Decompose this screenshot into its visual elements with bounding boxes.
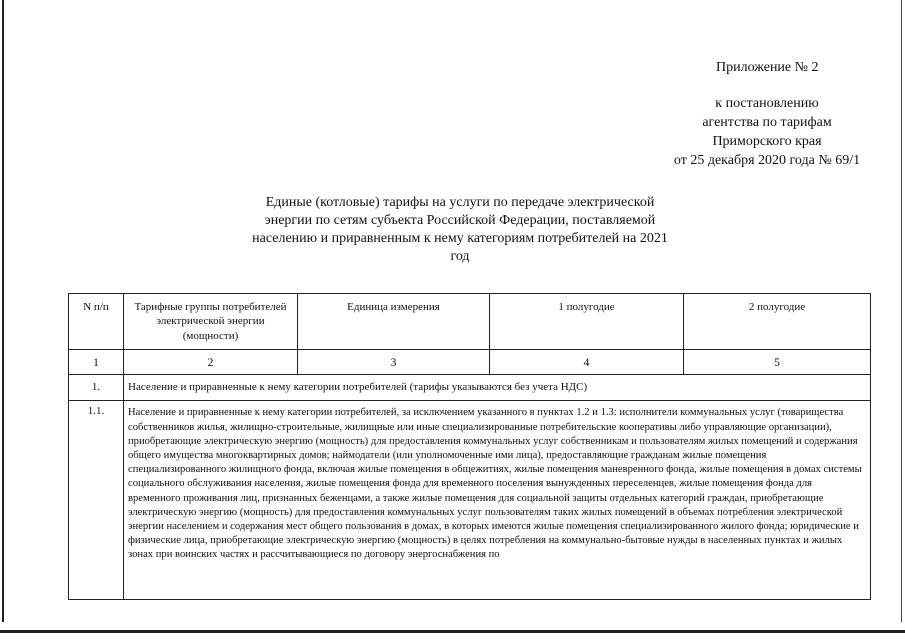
row-description: Население и приравненные к нему категории потребителей, за исключением указанного в пунктах 1.2 и 1.3: исполнители коммунальных услуг (товарищества собственников жилья, жилищно-строительные, жилищные или иные специализированные потребительские кооперативы либо управляющие организации), приобретающие электрическую энергию (мощность) для предоставления коммунальных услуг собственникам и пользователям жилых помещений и содержания общего имущества многоквартирных домов; наймодатели (или уполномоченные ими лица), предоставляющие гражданам жилые помещения специализированного жилищного фонда, включая жилые помещения в общежитиях, жилые помещения маневренного фонда, жилые помещения в домах системы социального обслуживания населения, жилые помещения фонда для временного поселения вынужденных переселенцев, жилые помещения фонда для временного проживания лиц, признанных беженцами, а также жилые помещения для социальной защиты отдельных категорий граждан, приобретающие электрическую энергию (мощность) для предоставления коммунальных услуг пользователям таких жилых помещений в объемах потребления электрической энергии населением и содержания мест общего пользования в домах, в которых имеются жилые помещения специализированного жилого фонда; юридические и физические лица, приобретающие электрическую энергию (мощность) в целях потребления на коммунально-бытовые нужды в населенных пунктах и жилых зонах при воинских частях и рассчитывающиеся по договору энергоснабжения по: [124, 401, 871, 600]
column-number-cell: 2: [124, 350, 298, 375]
appendix-line: от 25 декабря 2020 года № 69/1: [673, 153, 861, 168]
appendix-reference: [662, 94, 872, 170]
section-number: 1.: [69, 375, 124, 401]
tariff-table: [68, 293, 871, 600]
row-number: 1.1.: [69, 401, 124, 600]
column-number-cell: 5: [684, 350, 871, 375]
header-cell-half1: 1 полугодие: [490, 294, 684, 350]
scan-right-edge: [901, 0, 902, 622]
appendix-line: агентства по тарифам: [702, 115, 832, 130]
appendix-line: к постановлению: [715, 96, 819, 111]
document-title: Единые (котловые) тарифы на услуги по передаче электрической энергии по сетям субъекта Российской Федерации, поставляемой населению и приравненным к нему категориям потребителей на 2021 год: [252, 195, 668, 264]
section-text: Население и приравненные к нему категории потребителей (тарифы указываются без учета НДС): [124, 375, 871, 401]
column-number-cell: 4: [490, 350, 684, 375]
header-cell-unit: Единица измерения: [298, 294, 490, 350]
scan-left-edge: [2, 0, 4, 622]
appendix-title: Приложение № 2: [716, 60, 819, 75]
column-number-row: [69, 350, 871, 375]
section-row: [69, 375, 871, 401]
column-number-cell: 1: [69, 350, 124, 375]
header-cell-number: N п/п: [69, 294, 124, 350]
scan-bottom-edge: [0, 630, 905, 633]
header-cell-groups: Тарифные группы потребителей электрической энергии (мощности): [124, 294, 298, 350]
table-header-row: [69, 294, 871, 350]
table-row: [69, 401, 871, 600]
appendix-line: Приморского края: [712, 134, 822, 149]
column-number-cell: 3: [298, 350, 490, 375]
header-cell-half2: 2 полугодие: [684, 294, 871, 350]
